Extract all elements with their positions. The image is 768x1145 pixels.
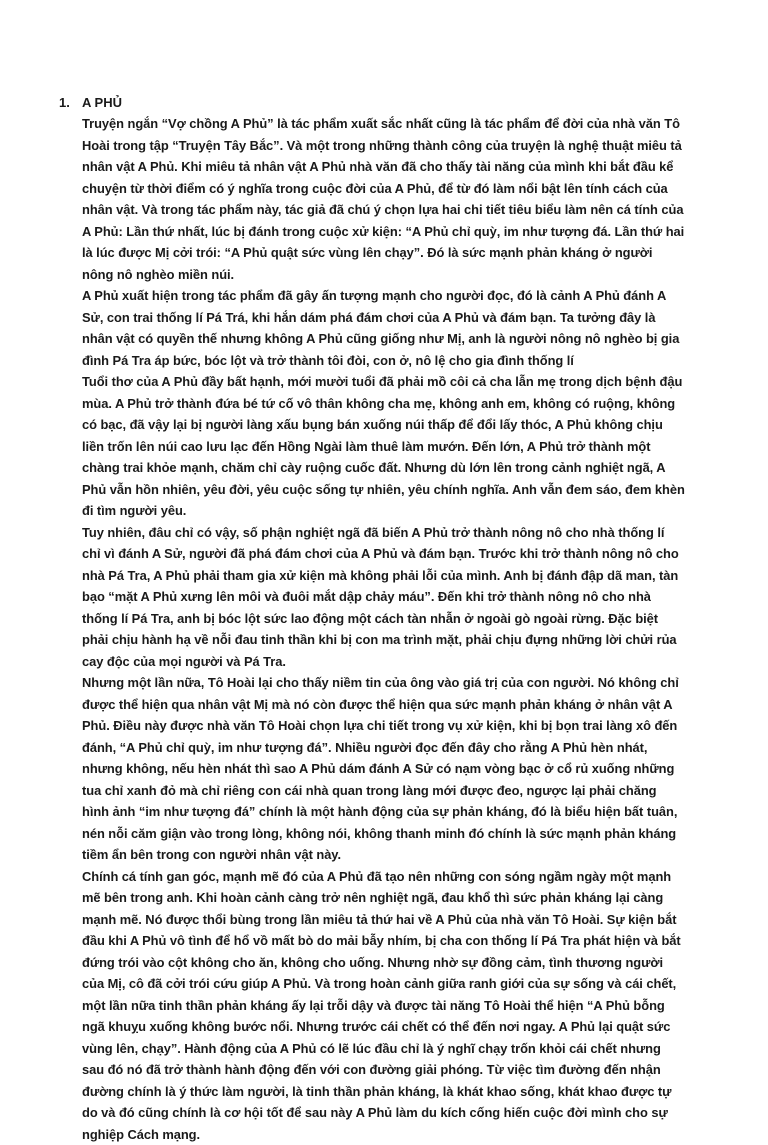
section-number: 1. xyxy=(59,92,82,113)
section-body xyxy=(82,113,686,1145)
section-title: A PHỦ xyxy=(82,95,122,110)
paragraph-intro: Truyện ngắn “Vợ chồng A Phủ” là tác phẩm xuất sắc nhất cũng là tác phẩm để đời của nhà văn Tô Hoài trong tập “Truyện Tây Bắc”. Và một trong những thành công của truyện là nghệ thuật miêu tả nhân vật A Phủ. Khi miêu tả nhân vật A Phủ nhà văn đã cho thấy tài năng của mình khi bắt đầu kể chuyện từ thời điểm có ý nghĩa trong cuộc đời của A Phủ, để từ đó làm nổi bật lên tính cách của nhân vật. Và trong tác phẩm này, tác giả đã chú ý chọn lựa hai chi tiết tiêu biểu làm nên cá tính của A Phủ: Lần thứ nhất, lúc bị đánh trong cuộc xử kiện: “A Phủ chỉ quỳ, im như tượng đá. Lần thứ hai là lúc được Mị cởi trói: “A Phủ quật sức vùng lên chạy”. Đó là sức mạnh phản kháng ở người nông nô nghèo miền núi. xyxy=(82,113,686,285)
section-heading xyxy=(59,92,122,113)
paragraph-childhood: Tuổi thơ của A Phủ đầy bất hạnh, mới mười tuổi đã phải mồ côi cả cha lẫn mẹ trong dịch bệnh đậu mùa. A Phủ trở thành đứa bé tứ cố vô thân không cha mẹ, không anh em, không có ruộng, không có bạc, đã vậy lại bị người làng xấu bụng bán xuống núi thấp để đổi lấy thóc, A Phủ không chịu liền trốn lên núi cao lưu lạc đến Hồng Ngài làm thuê làm mướn. Đến lớn, A Phủ trở thành một chàng trai khỏe mạnh, chăm chỉ cày ruộng cuốc đất. Nhưng dù lớn lên trong cảnh nghiệt ngã, A Phủ vẫn hồn nhiên, yêu đời, yêu cuộc sống tự nhiên, yêu chính nghĩa. Anh vẫn đem sáo, đem khèn đi tìm người yêu. xyxy=(82,371,686,522)
paragraph-fate: Tuy nhiên, đâu chỉ có vậy, số phận nghiệt ngã đã biến A Phủ trở thành nông nô cho nhà thống lí chỉ vì đánh A Sử, người đã phá đám chơi của A Phủ và đám bạn. Trước khi trở thành nông nô cho nhà Pá Tra, A Phủ phải tham gia xử kiện mà không phải lỗi của mình. Anh bị đánh đập dã man, tàn bạo “mặt A Phủ xưng lên môi và đuôi mắt dập chảy máu”. Đến khi trở thành nông nô cho nhà thống lí Pá Tra, anh bị bóc lột sức lao động một cách tàn nhẫn ở ngoài gò ngoài rừng. Đặc biệt phải chịu hành hạ về nỗi đau tinh thần khi bị con ma trình mặt, phải chịu đựng những lời chửi rủa cay độc của mọi người và Pá Tra. xyxy=(82,522,686,673)
paragraph-resistance: Nhưng một lần nữa, Tô Hoài lại cho thấy niềm tin của ông vào giá trị của con người. Nó không chỉ được thể hiện qua nhân vật Mị mà nó còn được thể hiện qua sức mạnh phản kháng ở nhân vật A Phủ. Điều này được nhà văn Tô Hoài chọn lựa chi tiết trong vụ xử kiện, khi bị bọn trai làng xô đến đánh, “A Phủ chỉ quỳ, im như tượng đá”. Nhiều người đọc đến đây cho rằng A Phủ hèn nhát, nhưng không, nếu hèn nhát thì sao A Phủ dám đánh A Sử có nạm vòng bạc ở cổ rủ xuống những tua chỉ xanh đỏ mà chỉ riêng con cái nhà quan trong làng mới được đeo, ngược lại phải chăng hình ảnh “im như tượng đá” chính là một hành động của sự phản kháng, đó là biểu hiện bất tuân, nén nỗi căm giận vào trong lòng, không nói, không thanh minh đó chính là sức mạnh phản kháng tiềm ẩn bên trong con người nhân vật này. xyxy=(82,672,686,866)
paragraph-appearance: A Phủ xuất hiện trong tác phẩm đã gây ấn tượng mạnh cho người đọc, đó là cảnh A Phủ đánh A Sử, con trai thống lí Pá Trá, khi hắn dám phá đám chơi của A Phủ và đám bạn. Ta tưởng đây là nhân vật có quyền thế nhưng không A Phủ cũng giống như Mị, anh là người nông nô nghèo bị gia đình Pá Tra áp bức, bóc lột và trở thành tôi đòi, con ở, nô lệ cho gia đình thống lí xyxy=(82,285,686,371)
paragraph-liberation: Chính cá tính gan góc, mạnh mẽ đó của A Phủ đã tạo nên những con sóng ngầm ngày một mạnh mẽ bên trong anh. Khi hoàn cảnh càng trở nên nghiệt ngã, đau khổ thì sức phản kháng lại càng mạnh mẽ. Nó được thổi bùng trong lần miêu tả thứ hai về A Phủ của nhà văn Tô Hoài. Sự kiện bắt đầu khi A Phủ vô tình để hổ vồ mất bò do mải bẫy nhím, bị cha con thống lí Pá Tra phát hiện và bắt đứng trói vào cột không cho ăn, không cho uống. Nhưng nhờ sự đồng cảm, tình thương người của Mị, cô đã cởi trói cứu giúp A Phủ. Và trong hoàn cảnh giữa ranh giới của sự sống và cái chết, một lần nữa tinh thần phản kháng ấy lại trỗi dậy và được tài năng Tô Hoài thể hiện “A Phủ bỗng ngã khuỵu xuống không bước nổi. Nhưng trước cái chết có thể đến nơi ngay. A Phủ lại quật sức vùng lên, chạy”. Hành động của A Phủ có lẽ lúc đầu chỉ là ý nghĩ chạy trốn khỏi cái chết nhưng sau đó nó đã trở thành hành động đến với con đường giải phóng. Từ việc tìm đường đến nhận đường chính là ý thức làm người, là tinh thần phản kháng, là khát khao sống, khát khao được tự do và đó cũng chính là cơ hội tốt để sau này A Phủ làm du kích cống hiến cuộc đời mình cho sự nghiệp Cách mạng. xyxy=(82,866,686,1145)
